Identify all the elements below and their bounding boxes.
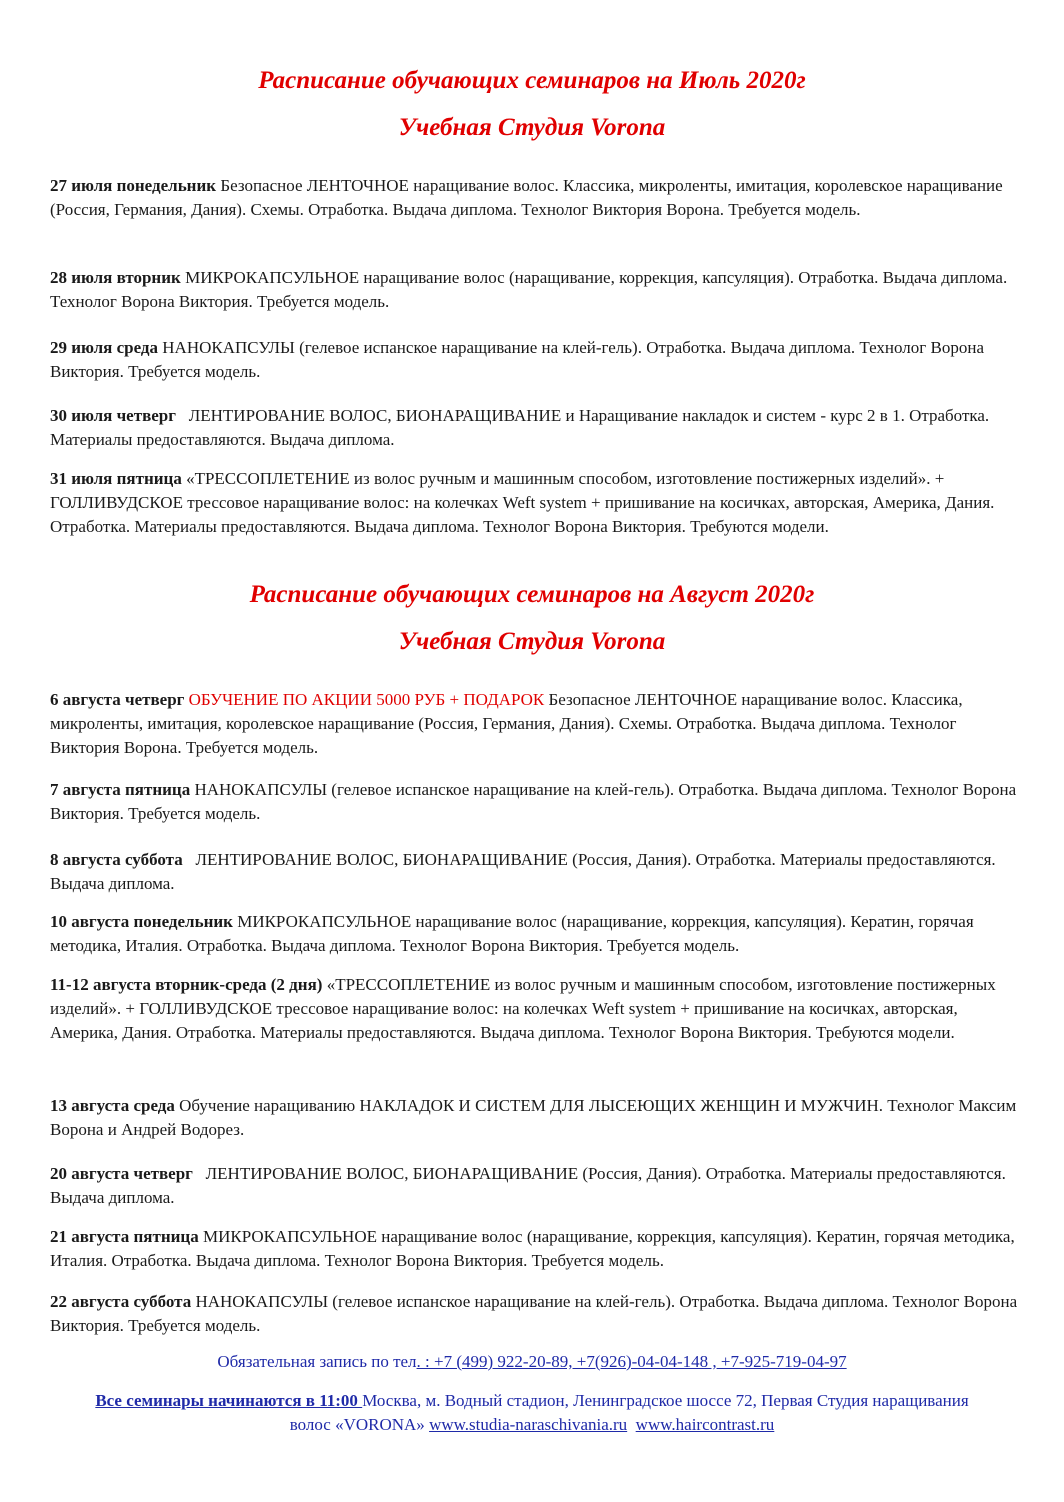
promo-badge: ОБУЧЕНИЕ ПО АКЦИИ 5000 РУБ + ПОДАРОК [188,690,545,709]
phone-line [0,1350,1064,1374]
seminar-date: 8 августа суббота [50,850,183,869]
seminar-description: ЛЕНТИРОВАНИЕ ВОЛОС, БИОНАРАЩИВАНИЕ (Россия, Дания). Отработка. Материалы предоставляются. Выдача диплома. [50,1164,1006,1207]
haircontrast-link[interactable]: www.haircontrast.ru [635,1415,775,1434]
address-text: Москва, м. Водный стадион, Ленинградское шоссе 72, Первая Студия наращивания волос «VORONA» [289,1391,969,1434]
seminar-description: ЛЕНТИРОВАНИЕ ВОЛОС, БИОНАРАЩИВАНИЕ и Наращивание накладок и систем - курс 2 в 1. Отработка. Материалы предоставляются. Выдача диплома. [50,406,990,449]
seminar-date: 20 августа четверг [50,1164,193,1183]
seminar-entry [50,336,1020,384]
address-block [90,1389,974,1437]
seminar-entry [50,910,1020,958]
seminar-entry [50,778,1020,826]
seminar-date: 6 августа четверг [50,690,185,709]
seminar-description: НАНОКАПСУЛЫ (гелевое испанское наращивание на клей-гель). Отработка. Выдача диплома. Технолог Ворона Виктория. Требуется модель. [50,1292,1018,1335]
august-title: Расписание обучающих семинаров на Август 2020г [249,581,815,608]
seminar-entry [50,1162,1020,1210]
studio-link[interactable]: www.studia-naraschivania.ru [429,1415,628,1434]
seminar-entry [50,174,1020,222]
seminar-entry [50,848,1020,896]
seminar-entry [50,1290,1020,1338]
seminar-entry [50,266,1020,314]
phone-numbers: . : +7 (499) 922-20-89, +7(926)-04-04-148 , +7-925-719-04-97 [416,1352,847,1371]
seminar-description: «ТРЕССОПЛЕТЕНИЕ из волос ручным и машинным способом, изготовление постижерных изделий». + ГОЛЛИВУДСКОЕ трессовое наращивание волос: на колечках Weft system + пришивание на косичках, авторская, Америка, Дания. Отработка. Материалы предоставляются. Выдача диплома. Технолог Ворона Виктория. Требуются модели. [50,469,995,536]
seminar-description: ЛЕНТИРОВАНИЕ ВОЛОС, БИОНАРАЩИВАНИЕ (Россия, Дания). Отработка. Материалы предоставляются. Выдача диплома. [50,850,996,893]
seminar-date: 30 июля четверг [50,406,176,425]
seminar-description: НАНОКАПСУЛЫ (гелевое испанское наращивание на клей-гель). Отработка. Выдача диплома. Технолог Ворона Виктория. Требуется модель. [50,338,984,381]
august-subtitle: Учебная Студия Vorona [398,628,666,655]
seminar-date: 11-12 августа вторник-среда (2 дня) [50,975,323,994]
seminar-date: 10 августа понедельник [50,912,233,931]
seminar-date: 22 августа суббота [50,1292,192,1311]
start-time: Все семинары начинаются в 11:00 [95,1391,363,1410]
seminar-description: МИКРОКАПСУЛЬНОЕ наращивание волос (наращивание, коррекция, капсуляция). Кератин, горячая методика, Италия. Отработка. Выдача диплома. Технолог Ворона Виктория. Требуется модель. [50,1227,1015,1270]
phone-prefix: Обязательная запись по тел [217,1352,417,1371]
july-subtitle: Учебная Студия Vorona [398,114,666,141]
seminar-date: 7 августа пятница [50,780,191,799]
seminar-date: 31 июля пятница [50,469,182,488]
july-header [0,66,1064,143]
seminar-entry [50,1094,1020,1142]
august-header [0,580,1064,657]
july-title: Расписание обучающих семинаров на Июль 2020г [258,67,806,94]
seminar-description: Обучение наращиванию НАКЛАДОК И СИСТЕМ ДЛЯ ЛЫСЕЮЩИХ ЖЕНЩИН И МУЖЧИН. Технолог Максим Ворона и Андрей Водорез. [50,1096,1017,1139]
seminar-date: 27 июля понедельник [50,176,217,195]
seminar-description: Безопасное ЛЕНТОЧНОЕ наращивание волос. Классика, микроленты, имитация, королевское наращивание (Россия, Германия, Дания). Схемы. Отработка. Выдача диплома. Технолог Виктория Ворона. Требуется модель. [50,690,963,757]
seminar-description: «ТРЕССОПЛЕТЕНИЕ из волос ручным и машинным способом, изготовление постижерных изделий». + ГОЛЛИВУДСКОЕ трессовое наращивание волос: на колечках Weft system + пришивание на косичках, авторская, Америка, Дания. Отработка. Материалы предоставляются. Выдача диплома. Технолог Ворона Виктория. Требуются модели. [50,975,996,1042]
seminar-date: 28 июля вторник [50,268,181,287]
seminar-entry [50,404,1020,452]
seminar-entry [50,1225,1020,1273]
seminar-description: МИКРОКАПСУЛЬНОЕ наращивание волос (наращивание, коррекция, капсуляция). Кератин, горячая методика, Италия. Отработка. Выдача диплома. Технолог Ворона Виктория. Требуется модель. [50,912,974,955]
seminar-entry [50,467,1020,539]
seminar-date: 13 августа среда [50,1096,175,1115]
seminar-date: 29 июля среда [50,338,159,357]
seminar-description: МИКРОКАПСУЛЬНОЕ наращивание волос (наращивание, коррекция, капсуляция). Отработка. Выдача диплома. Технолог Ворона Виктория. Требуется модель. [50,268,1008,311]
seminar-entry [50,688,1020,760]
seminar-description: Безопасное ЛЕНТОЧНОЕ наращивание волос. Классика, микроленты, имитация, королевское наращивание (Россия, Германия, Дания). Схемы. Отработка. Выдача диплома. Технолог Виктория Ворона. Требуется модель. [50,176,1003,219]
seminar-date: 21 августа пятница [50,1227,199,1246]
seminar-entry [50,973,1020,1045]
seminar-description: НАНОКАПСУЛЫ (гелевое испанское наращивание на клей-гель). Отработка. Выдача диплома. Технолог Ворона Виктория. Требуется модель. [50,780,1017,823]
